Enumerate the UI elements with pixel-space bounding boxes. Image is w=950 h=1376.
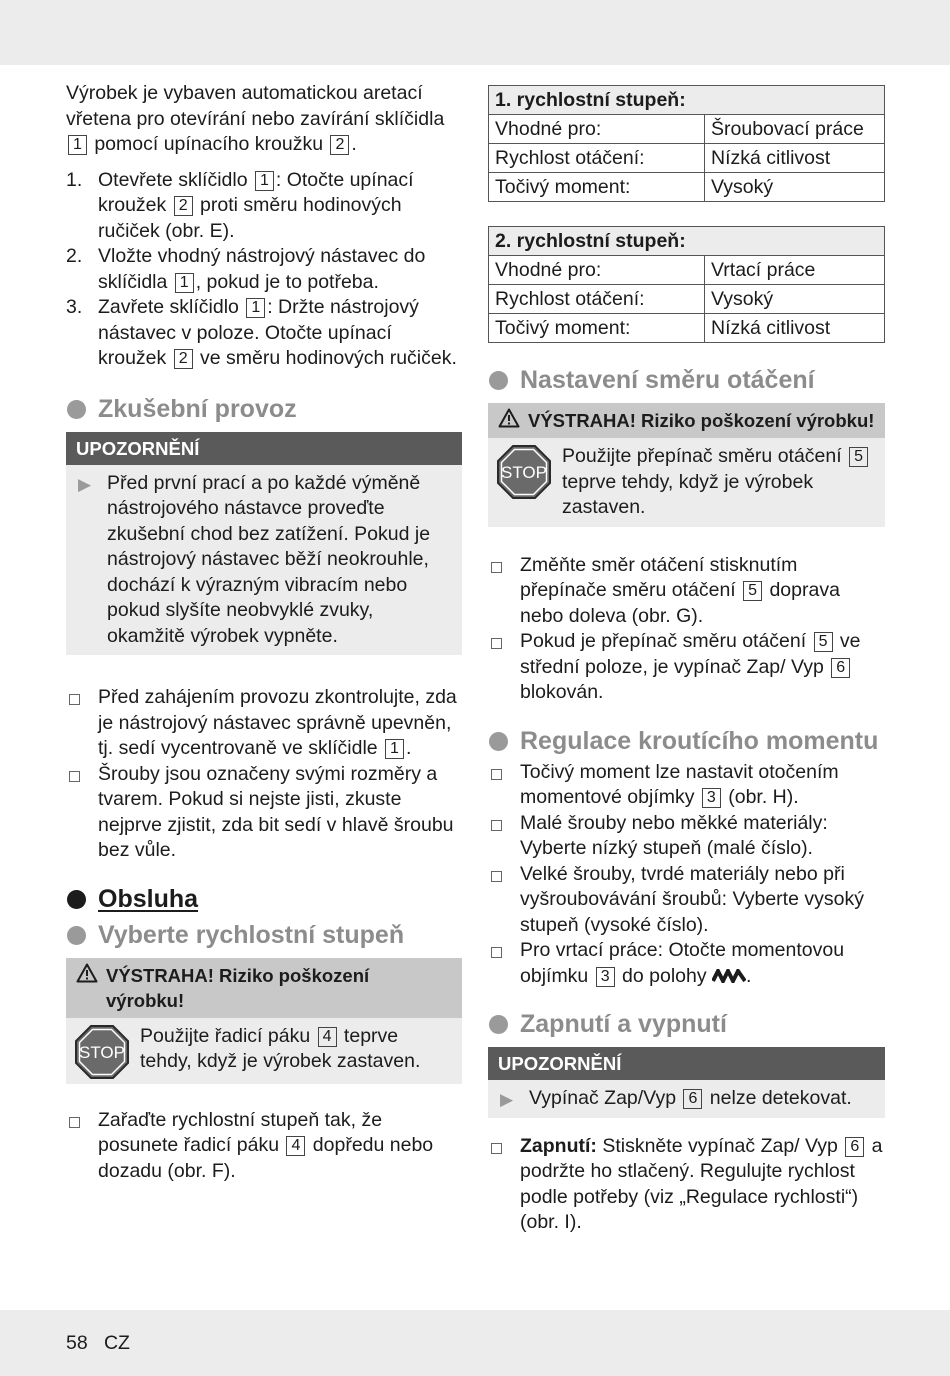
bullet-dot-icon: [67, 926, 86, 945]
warning-text: Použijte řadicí páku 4 teprve tehdy, když je výrobek zastaven.: [140, 1024, 421, 1072]
section-heading-direction: Nastavení směru otáčení: [488, 365, 885, 395]
table-row: Vhodné pro: Šroubovací práce: [489, 115, 885, 144]
part-number-box: 6: [831, 658, 850, 678]
warning-box: [488, 403, 885, 527]
right-column: [488, 85, 885, 1236]
part-number-box: 2: [330, 135, 349, 155]
bullet-dot-icon: [489, 1015, 508, 1034]
list-item: Před zahájením provozu zkontrolujte, zda je nástrojový nástavec správně upevněn, tj. sedí vycentrovaně ve sklíčidle 1 .: [66, 685, 462, 762]
page-number: 58 CZ: [66, 1332, 130, 1354]
bullet-dot-icon: [489, 371, 508, 390]
part-number-box: 4: [318, 1027, 337, 1047]
part-number-box: 3: [702, 788, 721, 808]
section-heading-switch: Zapnutí a vypnutí: [488, 1009, 885, 1039]
list-item: Velké šrouby, tvrdé materiály nebo při vyšroubovávání šroubů: Vyberte vysoký stupeň (vysoké číslo).: [488, 862, 885, 939]
list-item: Zapnutí: Stiskněte vypínač Zap/ Vyp 6 a podržte ho stlačený. Regulujte rychlost podle potřeby (viz „Regulace rychlosti“) (obr. I).: [488, 1134, 885, 1236]
checklist: [488, 760, 885, 990]
stop-sign-icon: [496, 444, 552, 508]
top-bar: [0, 0, 950, 65]
list-item: [66, 295, 462, 372]
table-row: Točivý moment: Nízká citlivost: [489, 314, 885, 343]
step-number: 1.: [66, 168, 83, 191]
part-number-box: 5: [849, 447, 868, 467]
part-number-box: 2: [174, 196, 193, 216]
section-heading-speed: Vyberte rychlostní stupeň: [66, 920, 462, 950]
part-number-box: 1: [385, 739, 404, 759]
list-item: [66, 168, 462, 245]
step-number: 2.: [66, 245, 83, 267]
list-item: Pro vrtací práce: Otočte momentovou objímku 3 do polohy .: [488, 938, 885, 989]
part-number-box: 4: [286, 1136, 305, 1156]
intro-paragraph: Výrobek je vybaven automatickou aretací vřetena pro otevírání nebo zavírání sklíčidla 1 pomocí upínacího kroužku 2 .: [66, 82, 445, 155]
list-item: Šrouby jsou označeny svými rozměry a tvarem. Pokud si nejste jisti, zkuste nejprve zjistit, zda bit sedí v hlavě šroubu bez vůle.: [66, 762, 462, 864]
checklist: [488, 553, 885, 706]
warning-box: [66, 958, 462, 1084]
warning-triangle-icon: [76, 963, 98, 989]
step-text: Otevřete sklíčidlo 1 : Otočte upínací kroužek 2 proti směru hodinových ručiček (obr. E).: [98, 168, 414, 242]
part-number-box: 1: [255, 171, 274, 191]
list-item: Pokud je přepínač směru otáčení 5 ve střední poloze, je vypínač Zap/ Vyp 6 blokován.: [488, 629, 885, 706]
part-number-box: 1: [68, 135, 87, 155]
warning-triangle-icon: [498, 408, 520, 434]
notice-title: UPOZORNĚNÍ: [66, 432, 462, 465]
bullet-dot-icon: [489, 732, 508, 751]
list-item: Malé šrouby nebo měkké materiály: Vyberte nízký stupeň (malé číslo).: [488, 811, 885, 862]
triangle-right-icon: ▶: [500, 1090, 514, 1109]
bullet-dot-icon: [67, 890, 86, 909]
part-number-box: 2: [174, 349, 193, 369]
checklist: [66, 685, 462, 864]
checklist: [66, 1108, 462, 1185]
table-title: 1. rychlostní stupeň:: [489, 86, 885, 115]
checklist: [488, 1134, 885, 1236]
step-text: Zavřete sklíčidlo 1 : Držte nástrojový nástavec v poloze. Otočte upínací kroužek 2 ve směru hodinových ručiček.: [98, 296, 457, 369]
step-list: [66, 168, 462, 372]
triangle-right-icon: ▶: [78, 474, 92, 494]
part-number-box: 5: [743, 581, 762, 601]
part-number-box: 3: [596, 967, 615, 987]
warning-text: Použijte přepínač směru otáčení 5 teprve tehdy, když je výrobek zastaven.: [562, 444, 875, 521]
table-row: Rychlost otáčení: Nízká citlivost: [489, 144, 885, 173]
table-title: 2. rychlostní stupeň:: [489, 227, 885, 256]
notice-text: Před první prací a po každé výměně nástrojového nástavce proveďte zkušební chod bez zatížení. Pokud je nástrojový nástavec běží neokrouhle, dochází k výrazným vibracím nebo pokud slyšíte neobvyklé zvuky, okamžitě výrobek vypněte.: [107, 471, 431, 647]
list-item: Změňte směr otáčení stisknutím přepínače směru otáčení 5 doprava nebo doleva (obr. G).: [488, 553, 885, 630]
section-heading-operation: Obsluha: [66, 884, 462, 914]
step-text: Vložte vhodný nástrojový nástavec do sklíčidla 1 , pokud je to potřeba.: [98, 245, 426, 293]
notice-text: Vypínač Zap/Vyp 6 nelze detekovat.: [529, 1087, 852, 1109]
list-item: Točivý moment lze nastavit otočením momentové objímky 3 (obr. H).: [488, 760, 885, 811]
svg-text:STOP: STOP: [501, 463, 547, 482]
table-row: Rychlost otáčení: Vysoký: [489, 285, 885, 314]
step-number: 3.: [66, 296, 83, 318]
item-label: Zapnutí:: [520, 1134, 597, 1157]
part-number-box: 6: [683, 1089, 702, 1109]
table-row: Vhodné pro: Vrtací práce: [489, 256, 885, 285]
left-column: [66, 81, 462, 1184]
warning-title: VÝSTRAHA! Riziko poškození výrobku!: [106, 964, 370, 1011]
warning-title: VÝSTRAHA! Riziko poškození výrobku!: [528, 410, 875, 431]
bullet-dot-icon: [67, 400, 86, 419]
section-heading-test-run: Zkušební provoz: [66, 394, 462, 424]
notice-box: [488, 1047, 885, 1118]
part-number-box: 1: [246, 298, 265, 318]
notice-box: [66, 432, 462, 656]
notice-title: UPOZORNĚNÍ: [488, 1047, 885, 1080]
drill-symbol-icon: [712, 969, 746, 983]
footer-bar: [0, 1310, 950, 1376]
list-item: Zařaďte rychlostní stupeň tak, že posunete řadicí páku 4 dopředu nebo dozadu (obr. F).: [66, 1108, 462, 1185]
part-number-box: 1: [175, 273, 194, 293]
speed-table-1: [488, 85, 885, 202]
stop-sign-icon: [74, 1024, 130, 1088]
list-item: [66, 244, 462, 295]
part-number-box: 6: [845, 1137, 864, 1157]
part-number-box: 5: [814, 632, 833, 652]
svg-text:STOP: STOP: [79, 1042, 125, 1062]
section-heading-torque: Regulace kroutícího momentu: [488, 726, 885, 756]
speed-table-2: [488, 226, 885, 343]
table-row: Točivý moment: Vysoký: [489, 173, 885, 202]
